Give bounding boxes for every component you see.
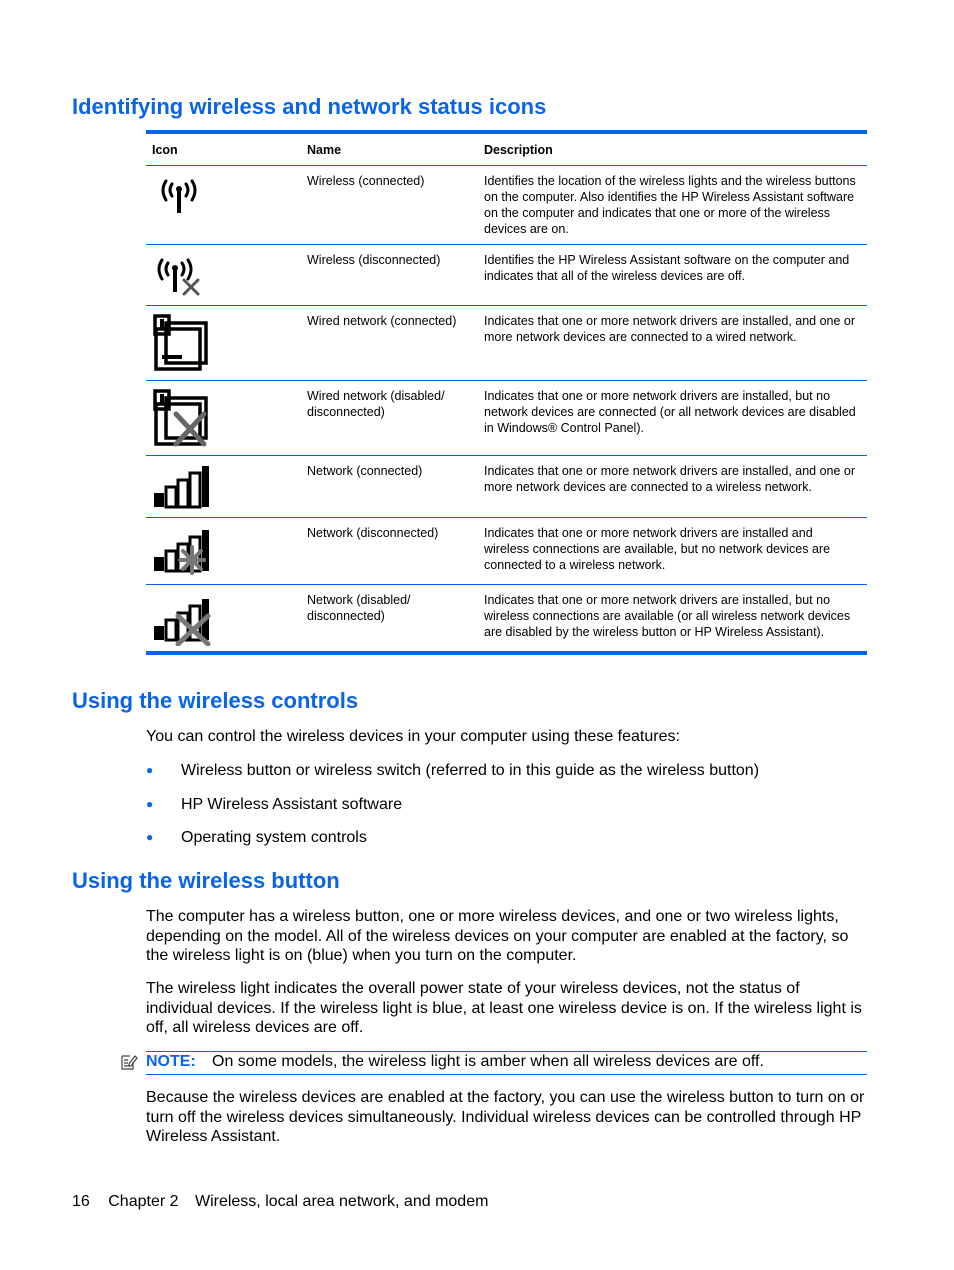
list-item-text: HP Wireless Assistant software bbox=[181, 796, 403, 813]
row-name: Wireless (connected) bbox=[301, 166, 478, 245]
network-disconnected-icon bbox=[152, 525, 212, 575]
row-description: Identifies the location of the wireless lights and the wireless buttons on the computer. Also identifies the HP Wireless Assistant software on the computer and indicates that one or more of the wireless devices are on. bbox=[478, 166, 867, 245]
row-name: Network (connected) bbox=[301, 456, 478, 518]
row-description: Indicates that one or more network drivers are installed and wireless connections are available, but no network devices are connected to a wireless network. bbox=[478, 518, 867, 585]
note-icon bbox=[120, 1053, 138, 1071]
section-heading-wireless-button: Using the wireless button bbox=[72, 868, 340, 893]
paragraph: The computer has a wireless button, one or more wireless devices, and one or two wireless lights, depending on the model. All of the wireless devices on your computer are enabled at the factory, so the wireless light is on (blue) when you turn on the computer. bbox=[146, 908, 849, 964]
network-disabled-icon bbox=[152, 592, 212, 646]
row-description: Indicates that one or more network drivers are installed, but no wireless connections are available (or all wireless network devices are disabled by the wireless button or HP Wireless Assistant). bbox=[484, 593, 851, 639]
table-header-row bbox=[146, 135, 867, 166]
header-description: Description bbox=[478, 135, 867, 166]
header-icon: Icon bbox=[146, 135, 301, 166]
table-row bbox=[146, 245, 867, 306]
section-heading-wireless-controls: Using the wireless controls bbox=[72, 688, 359, 713]
note-text: On some models, the wireless light is amber when all wireless devices are off. bbox=[212, 1053, 764, 1070]
wired-network-connected-icon bbox=[152, 313, 212, 373]
section-heading-status-icons: Identifying wireless and network status icons bbox=[72, 94, 547, 119]
network-connected-icon bbox=[152, 463, 212, 509]
table-row bbox=[146, 585, 867, 655]
table-row bbox=[146, 518, 867, 585]
list-item-text: Wireless button or wireless switch (referred to in this guide as the wireless button) bbox=[181, 762, 760, 779]
table-bottom-rule bbox=[146, 651, 867, 655]
row-name: Network (disabled/ disconnected) bbox=[307, 593, 411, 623]
note-bottom-rule bbox=[146, 1074, 867, 1075]
table-row bbox=[146, 166, 867, 245]
row-description: Indicates that one or more network drivers are installed, and one or more network devices are connected to a wireless network. bbox=[478, 456, 867, 518]
table-row bbox=[146, 381, 867, 456]
row-description: Indicates that one or more network drivers are installed, and one or more network devices are connected to a wired network. bbox=[478, 306, 867, 381]
status-icons-table bbox=[146, 135, 867, 655]
table-top-rule bbox=[146, 130, 867, 134]
row-name: Wireless (disconnected) bbox=[301, 245, 478, 306]
row-name: Wired network (connected) bbox=[301, 306, 478, 381]
page-number: 16 bbox=[72, 1193, 90, 1210]
header-name: Name bbox=[301, 135, 478, 166]
row-description: Identifies the HP Wireless Assistant software on the computer and indicates that all of the wireless devices are off. bbox=[478, 245, 867, 306]
bullet-icon: ● bbox=[146, 763, 154, 777]
list-item-text: Operating system controls bbox=[181, 829, 367, 846]
wired-network-disconnected-icon bbox=[152, 388, 212, 448]
bullet-icon: ● bbox=[146, 797, 154, 811]
note-top-rule bbox=[146, 1051, 867, 1052]
note-label: NOTE: bbox=[146, 1053, 196, 1070]
row-name: Network (disconnected) bbox=[301, 518, 478, 585]
paragraph: The wireless light indicates the overall power state of your wireless devices, not the status of individual devices. If the wireless light is blue, at least one wireless device is on. If the wireless light is off, all wireless devices are off. bbox=[146, 980, 862, 1036]
wireless-connected-icon bbox=[152, 173, 212, 219]
row-name: Wired network (disabled/ disconnected) bbox=[301, 381, 478, 456]
bullet-icon: ● bbox=[146, 830, 154, 844]
controls-intro: You can control the wireless devices in your computer using these features: bbox=[146, 728, 680, 745]
chapter-title: Wireless, local area network, and modem bbox=[194, 1193, 489, 1210]
row-description: Indicates that one or more network drivers are installed, but no network devices are connected (or all network devices are disabled in Windows® Control Panel). bbox=[478, 381, 867, 456]
table-row bbox=[146, 456, 867, 518]
paragraph: Because the wireless devices are enabled at the factory, you can use the wireless button to turn on or turn off the wireless devices simultaneously. Individual wireless devices can be controlled through HP Wireless Assistant. bbox=[146, 1089, 865, 1145]
wireless-disconnected-icon bbox=[152, 252, 212, 298]
note-box bbox=[120, 1051, 867, 1075]
chapter-label: Chapter 2 bbox=[108, 1193, 179, 1210]
table-row bbox=[146, 306, 867, 381]
page-footer bbox=[72, 1193, 502, 1211]
